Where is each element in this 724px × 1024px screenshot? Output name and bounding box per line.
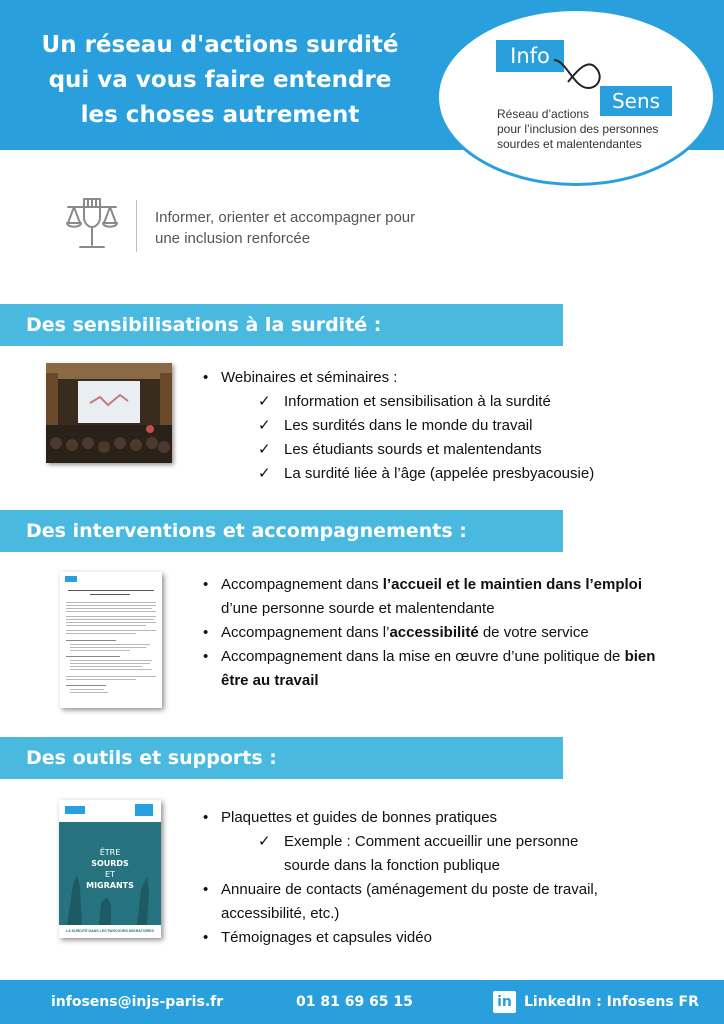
document-preview: [60, 572, 162, 708]
intro-line: une inclusion renforcée: [155, 230, 311, 247]
cover-title-line: ET: [105, 870, 115, 879]
list-item: • Plaquettes et guides de bonnes pratiques: [203, 806, 663, 830]
cover-title-line: ÊTRE: [99, 848, 121, 857]
linkedin-icon[interactable]: in: [493, 991, 516, 1013]
logo-tagline: [497, 107, 697, 152]
intro-divider: [136, 200, 137, 252]
section-list-sensibilisations: [203, 366, 623, 486]
title-line: Un réseau d'actions surdité: [41, 32, 399, 58]
check-text: Information et sensibilisation à la surdité: [284, 393, 551, 410]
title-line: qui va vous faire entendre: [48, 67, 392, 93]
item-emphasis: l’accueil et le maintien dans l’emploi: [382, 576, 643, 593]
item-text: Accompagnement dans: [221, 576, 383, 593]
check-text: Exemple : Comment accueillir une personne sourde dans la fonction publique: [284, 833, 579, 874]
intro-line: Informer, orienter et accompagner pour: [155, 209, 416, 226]
cover-title: [59, 847, 161, 891]
check-item: [258, 462, 623, 486]
page-title: [30, 28, 410, 133]
list-item: • Annuaire de contacts (aménagement du poste de travail, accessibilité, etc.): [203, 878, 623, 926]
linkedin-link[interactable]: LinkedIn : Infosens FR: [524, 994, 699, 1010]
checkmark-icon: ✓: [258, 465, 271, 482]
tagline-line: Réseau d’actions: [497, 107, 590, 121]
item-emphasis: accessibilité: [389, 624, 479, 641]
list-item: [203, 621, 673, 645]
section-title-outils: Des outils et supports :: [0, 737, 563, 779]
contact-email-link[interactable]: infosens@injs-paris.fr: [51, 994, 224, 1010]
tagline-line: pour l’inclusion des personnes: [497, 122, 659, 136]
section-list-outils: [203, 806, 663, 950]
logo-word-info: Info: [496, 40, 564, 72]
item-text: d’une personne sourde et malentendante: [221, 600, 495, 617]
item-text: Accompagnement dans la mise en œuvre d’une politique de: [221, 648, 625, 665]
check-text: Les étudiants sourds et malentendants: [284, 441, 542, 458]
list-item: [203, 645, 673, 693]
check-item: [258, 438, 623, 462]
justice-scales-fist-icon: [64, 193, 120, 253]
item-text: Accompagnement dans l’: [221, 624, 390, 641]
item-text: de votre service: [478, 624, 589, 641]
footer-bar: [0, 980, 724, 1024]
logo-badge: [436, 8, 716, 186]
title-line: les choses autrement: [80, 102, 360, 128]
doc-logo: [65, 576, 77, 582]
list-item: • Webinaires et séminaires :: [203, 366, 623, 390]
contact-phone[interactable]: 01 81 69 65 15: [296, 994, 413, 1010]
checkmark-icon: ✓: [258, 417, 271, 434]
check-text: La surdité liée à l’âge (appelée presbyacousie): [284, 465, 595, 482]
check-item: [258, 414, 623, 438]
list-item: • Témoignages et capsules vidéo: [203, 926, 663, 950]
check-text: Les surdités dans le monde du travail: [284, 417, 533, 434]
cover-subtitle: LA SURDITÉ DANS LES PARCOURS MIGRATOIRES: [59, 925, 161, 938]
cover-logo-right: [135, 804, 153, 816]
section-title-interventions: Des interventions et accompagnements :: [0, 510, 563, 552]
tagline-line: sourdes et malentendantes: [497, 137, 642, 151]
section-title-sensibilisations: Des sensibilisations à la surdité :: [0, 304, 563, 346]
section-list-interventions: [203, 573, 673, 693]
checkmark-icon: ✓: [258, 833, 271, 850]
check-item: [258, 830, 618, 878]
check-item: [258, 390, 623, 414]
logo-word-sens: Sens: [600, 86, 672, 116]
cover-title-line: MIGRANTS: [86, 881, 134, 890]
cover-title-line: SOURDS: [91, 859, 129, 868]
checkmark-icon: ✓: [258, 393, 271, 410]
cover-logo: [65, 806, 85, 814]
intro-text: [155, 207, 455, 249]
seminar-photo: [46, 363, 172, 463]
item-emphasis: bien être au travail: [221, 648, 656, 689]
checkmark-icon: ✓: [258, 441, 271, 458]
list-item: [203, 573, 673, 621]
guide-cover: [59, 800, 161, 938]
